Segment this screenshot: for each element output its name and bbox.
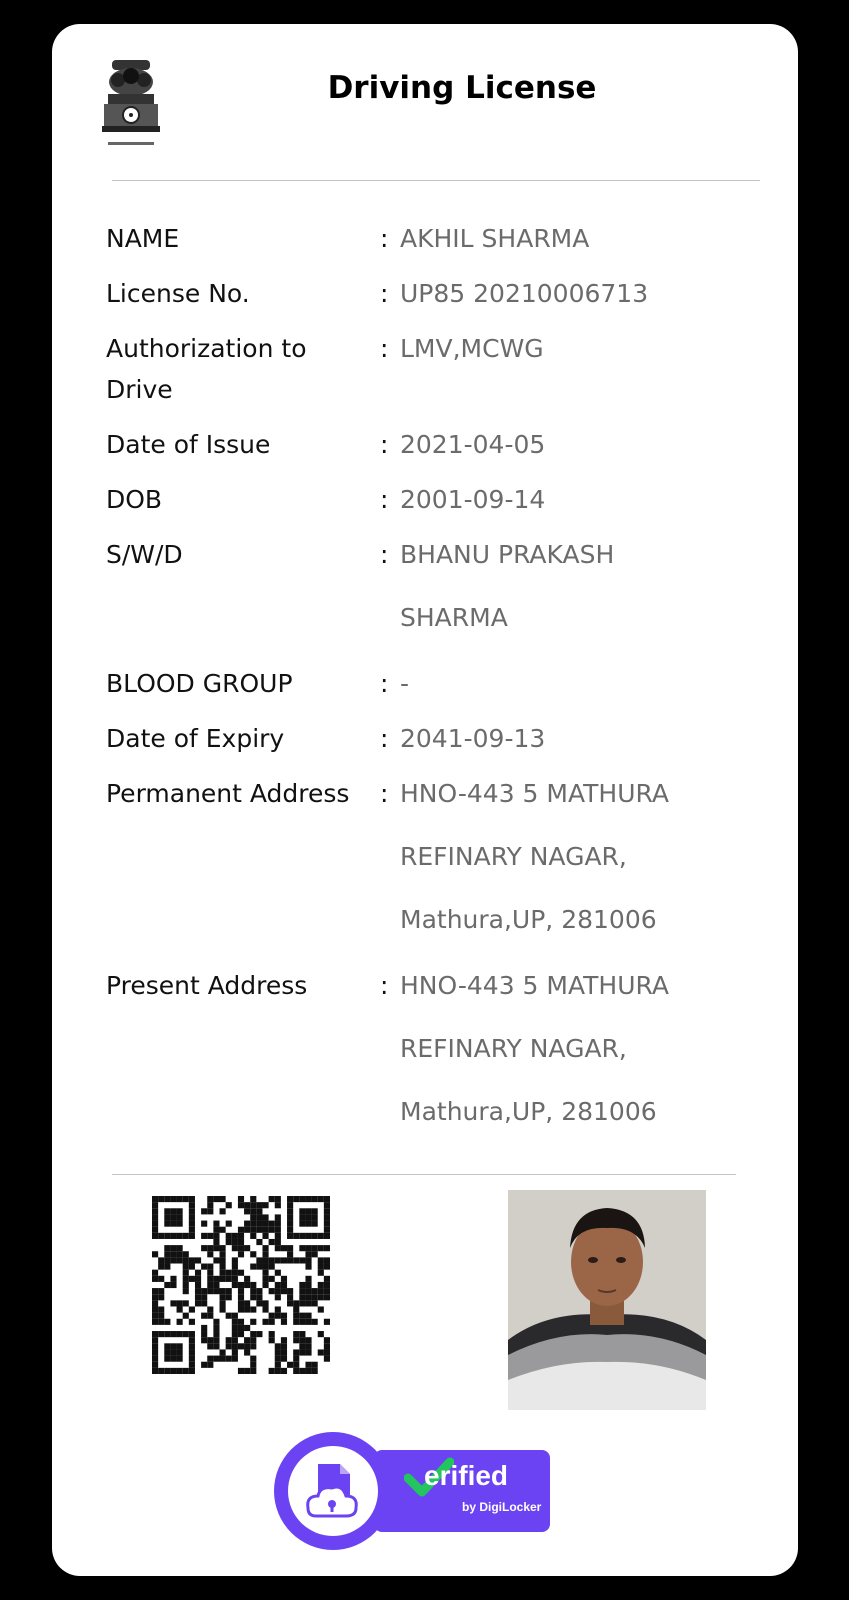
detail-separator: :: [380, 334, 389, 363]
detail-label: BLOOD GROUP: [106, 669, 293, 698]
detail-value-line: -: [400, 669, 410, 698]
detail-label: Permanent Address: [106, 779, 350, 808]
detail-value-line: SHARMA: [400, 603, 508, 632]
detail-value: [400, 328, 766, 369]
detail-separator: :: [380, 779, 389, 808]
detail-value-line: Mathura,UP, 281006: [400, 905, 657, 934]
verified-label: erified: [424, 1460, 509, 1491]
digilocker-label: by DigiLocker: [462, 1500, 542, 1514]
detail-value: [400, 273, 766, 314]
detail-row-dob: [106, 479, 766, 520]
detail-value-line: REFINARY NAGAR,: [400, 842, 627, 871]
detail-value-line: Mathura,UP, 281006: [400, 1097, 657, 1126]
detail-row-license-no: [106, 273, 766, 314]
detail-label: S/W/D: [106, 540, 183, 569]
detail-row-blood-group: [106, 663, 766, 704]
detail-label: Date of Expiry: [106, 724, 285, 753]
detail-value: [400, 762, 766, 951]
detail-value: [400, 479, 766, 520]
detail-label: License No.: [106, 279, 250, 308]
detail-value: [400, 718, 766, 759]
detail-label: NAME: [106, 224, 180, 253]
detail-separator: :: [380, 540, 389, 569]
detail-label: DOB: [106, 485, 163, 514]
detail-value: [400, 954, 766, 1143]
detail-value-line: LMV,MCWG: [400, 334, 544, 363]
detail-separator: :: [380, 430, 389, 459]
detail-separator: :: [380, 485, 389, 514]
verified-badge-ring: [274, 1432, 392, 1550]
detail-row-present-address: [106, 965, 766, 1143]
detail-label: Date of Issue: [106, 430, 271, 459]
detail-row-swd: [106, 534, 766, 649]
detail-separator: :: [380, 724, 389, 753]
detail-label: Present Address: [106, 971, 308, 1000]
detail-value-line: 2001-09-14: [400, 485, 546, 514]
detail-value-line: AKHIL SHARMA: [400, 224, 590, 253]
detail-value-line: HNO-443 5 MATHURA: [400, 971, 669, 1000]
cloud-lock-icon: [288, 1446, 378, 1536]
detail-value-line: 2021-04-05: [400, 430, 546, 459]
license-card: [52, 24, 798, 1576]
detail-row-date-of-expiry: [106, 718, 766, 759]
detail-value: [400, 424, 766, 465]
detail-row-permanent-address: [106, 773, 766, 951]
page-title: Driving License: [327, 70, 597, 106]
detail-value-line: 2041-09-13: [400, 724, 546, 753]
detail-value: [400, 218, 766, 259]
holder-photo-image: [508, 1190, 706, 1410]
holder-photo: [508, 1190, 706, 1410]
state-emblem-icon: [98, 54, 164, 154]
detail-row-authorization: [106, 328, 766, 410]
footer-divider: [112, 1174, 736, 1175]
detail-value: [400, 663, 766, 704]
detail-value: [400, 523, 766, 649]
detail-value-line: HNO-443 5 MATHURA: [400, 779, 669, 808]
detail-separator: :: [380, 669, 389, 698]
digilocker-verified-badge: [274, 1432, 574, 1556]
detail-row-name: [106, 218, 766, 259]
license-details: [106, 218, 766, 1157]
detail-row-date-of-issue: [106, 424, 766, 465]
detail-label: Authorization to Drive: [106, 334, 307, 404]
qr-code-icon: [152, 1196, 330, 1374]
detail-value-line: REFINARY NAGAR,: [400, 1034, 627, 1063]
header-divider: [112, 180, 760, 181]
detail-value-line: UP85 20210006713: [400, 279, 649, 308]
detail-separator: :: [380, 279, 389, 308]
verified-badge-inner: [288, 1446, 378, 1536]
detail-separator: :: [380, 971, 389, 1000]
detail-separator: :: [380, 224, 389, 253]
detail-value-line: BHANU PRAKASH: [400, 540, 615, 569]
